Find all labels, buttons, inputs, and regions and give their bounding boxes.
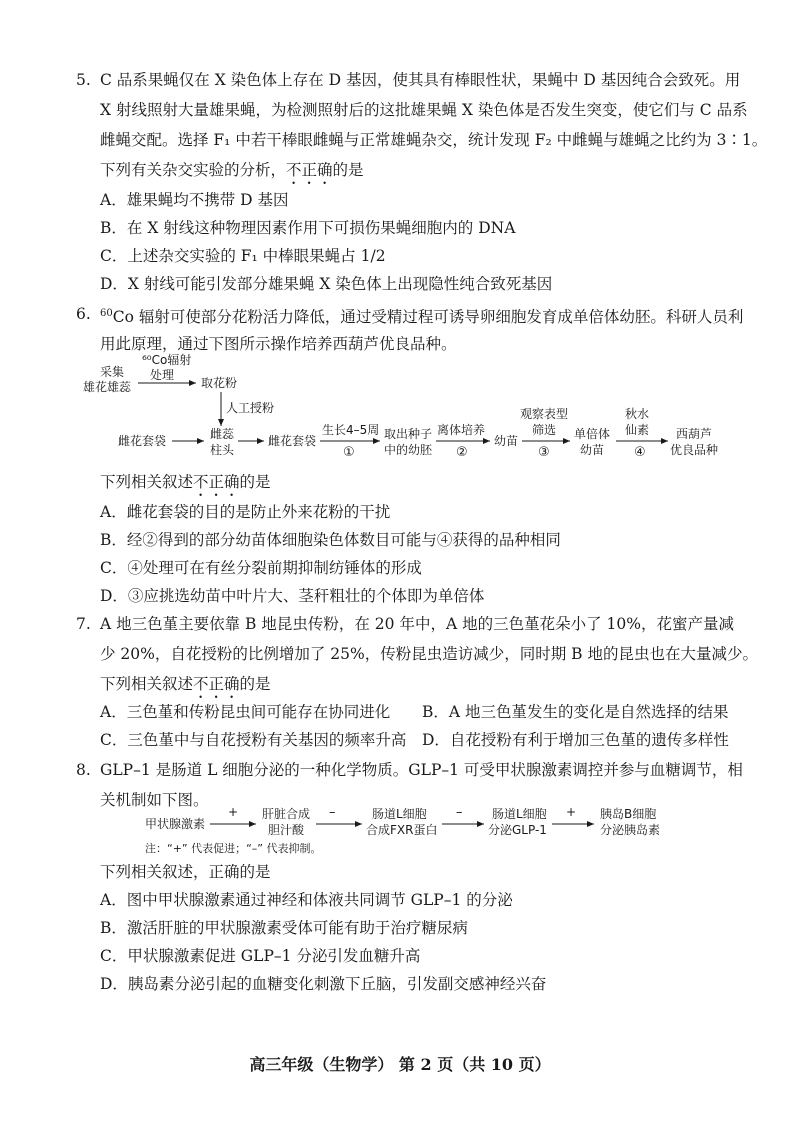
q8-mechanism-diagram bbox=[0, 800, 800, 870]
d6-radiation-2: 处理 bbox=[150, 368, 175, 382]
d8-fxr-1: 肠道L细胞 bbox=[372, 807, 427, 821]
q8-option-c: C．甲状腺激素促进 GLP–1 分泌引发血糖升高 bbox=[100, 947, 421, 965]
q6-option-c: C．④处理可在有丝分裂前期抑制纺锤体的形成 bbox=[100, 559, 422, 577]
d6-female-bag: 雌花套袋 bbox=[118, 434, 167, 448]
d6-step-2: ② bbox=[456, 445, 468, 460]
d6-stigma-1: 雌蕊 bbox=[210, 427, 235, 441]
d6-grow: 生长4–5周 bbox=[322, 423, 380, 437]
d6-step-4: ④ bbox=[634, 445, 646, 460]
q7-option-a: A．三色堇和传粉昆虫间可能存在协同进化 bbox=[100, 703, 391, 721]
d8-glp-1: 肠道L细胞 bbox=[492, 807, 547, 821]
q6-flow-diagram bbox=[0, 350, 800, 470]
q8-line-2: 关机制如下图。 bbox=[100, 791, 209, 809]
q7-number: 7. bbox=[76, 615, 91, 633]
d8-thyroid: 甲状腺激素 bbox=[145, 817, 206, 831]
q6-stem-pre: 下列相关叙述 bbox=[100, 473, 194, 491]
q5-number: 5. bbox=[76, 71, 91, 89]
d6-seed-1: 取出种子 bbox=[384, 427, 433, 441]
d6-seedling: 幼苗 bbox=[494, 434, 519, 448]
q8-line-1: GLP–1 是肠道 L 细胞分泌的一种化学物质。GLP–1 可受甲状腺激素调控并参与血糖调节，相 bbox=[100, 761, 743, 779]
page-footer: 高三年级（生物学） 第 2 页（共 10 页） bbox=[249, 1055, 551, 1074]
d6-result-2: 优良品种 bbox=[670, 443, 719, 457]
d6-female-bag-2: 雌花套袋 bbox=[268, 434, 317, 448]
d6-colchicine-2: 仙素 bbox=[625, 423, 650, 437]
d6-stigma-2: 柱头 bbox=[210, 443, 235, 457]
q6-stem-emphasis: 不正确 bbox=[193, 473, 240, 491]
q6-line-2: 用此原理，通过下图所示操作培养西葫芦优良品种。 bbox=[100, 335, 457, 353]
d8-plus-2: + bbox=[566, 805, 577, 819]
d6-observe-2: 筛选 bbox=[532, 423, 557, 437]
q8-option-d: D．胰岛素分泌引起的血糖变化刺激下丘脑，引发副交感神经兴奋 bbox=[100, 975, 547, 993]
q5-line-1: C 品系果蝇仅在 X 染色体上存在 D 基因，使其具有棒眼性状，果蝇中 D 基因纯合会致死。用 bbox=[100, 71, 741, 89]
q6-number: 6. bbox=[76, 305, 91, 323]
q5-line-2: X 射线照射大量雄果蝇，为检测照射后的这批雄果蝇 X 染色体是否发生突变，使它们与 C 品系 bbox=[100, 101, 748, 119]
q5-stem-post: 的是 bbox=[332, 161, 364, 179]
q6-stem-post: 的是 bbox=[239, 473, 271, 491]
d6-radiation-1: ⁶⁰Co辐射 bbox=[142, 353, 192, 367]
d8-plus-1: + bbox=[228, 805, 239, 819]
q8-option-b: B．激活肝脏的甲状腺激素受体可能有助于治疗糖尿病 bbox=[100, 919, 468, 937]
q7-line-2: 少 20%，自花授粉的比例增加了 25%，传粉昆虫造访减少，同时期 B 地的昆虫也在大量减少。 bbox=[100, 645, 759, 663]
q7-stem-post: 的是 bbox=[239, 675, 271, 693]
d6-culture: 离体培养 bbox=[437, 423, 486, 437]
q8-number: 8. bbox=[76, 761, 91, 779]
q6-stem bbox=[100, 472, 271, 500]
q6-superscript: 60 bbox=[100, 308, 113, 319]
q7-option-b: B．A 地三色堇发生的变化是自然选择的结果 bbox=[422, 703, 729, 721]
d6-colchicine-1: 秋水 bbox=[625, 407, 650, 421]
q5-stem-emphasis: 不正确 bbox=[286, 161, 333, 179]
d6-collect-2: 雄花雄蕊 bbox=[83, 380, 132, 394]
q5-line-3: 雌蝇交配。选择 F₁ 中若干棒眼雌蝇与正常雄蝇杂交，统计发现 F₂ 中雌蝇与雄蝇之比约为 3∶1。 bbox=[100, 131, 768, 149]
q7-line-1: A 地三色堇主要依靠 B 地昆虫传粉，在 20 年中，A 地的三色堇花朵小了 10%，花蜜产量减 bbox=[100, 615, 734, 633]
d8-beta-1: 胰岛B细胞 bbox=[600, 807, 657, 821]
q7-stem bbox=[100, 674, 271, 702]
d6-pollen: 取花粉 bbox=[201, 376, 238, 390]
d6-haploid-1: 单倍体 bbox=[574, 427, 611, 441]
q5-stem bbox=[100, 160, 364, 188]
d8-minus-1: – bbox=[329, 805, 336, 820]
q7-option-c: C．三色堇中与自花授粉有关基因的频率升高 bbox=[100, 731, 407, 749]
d6-haploid-2: 幼苗 bbox=[580, 443, 605, 457]
q7-stem-emphasis: 不正确 bbox=[193, 675, 240, 693]
q8-option-a: A．图中甲状腺激素通过神经和体液共同调节 GLP–1 的分泌 bbox=[100, 891, 513, 909]
q7-option-d: D．自花授粉有利于增加三色堇的遗传多样性 bbox=[422, 731, 729, 749]
d6-collect-1: 采集 bbox=[100, 365, 125, 379]
q7-stem-pre: 下列相关叙述 bbox=[100, 675, 194, 693]
q6-line-1 bbox=[100, 304, 743, 327]
q5-option-d: D．X 射线可能引发部分雄果蝇 X 染色体上出现隐性纯合致死基因 bbox=[100, 275, 553, 293]
d6-seed-2: 中的幼胚 bbox=[384, 443, 433, 457]
q5-stem-pre: 下列有关杂交实验的分析， bbox=[100, 161, 287, 179]
q5-option-b: B．在 X 射线这种物理因素作用下可损伤果蝇细胞内的 DNA bbox=[100, 219, 516, 237]
q5-option-a: A．雄果蝇均不携带 D 基因 bbox=[100, 191, 289, 209]
d6-result-1: 西葫芦 bbox=[676, 427, 713, 441]
q6-option-a: A．雌花套袋的目的是防止外来花粉的干扰 bbox=[100, 503, 391, 521]
q6-line-1-text: Co 辐射可使部分花粉活力降低，通过受精过程可诱导卵细胞发育成单倍体幼胚。科研人员利 bbox=[112, 308, 744, 327]
q6-option-d: D．③应挑选幼苗中叶片大、茎秆粗壮的个体即为单倍体 bbox=[100, 587, 485, 605]
d8-glp-2: 分泌GLP-1 bbox=[488, 823, 547, 837]
d6-pollination: 人工授粉 bbox=[226, 401, 275, 415]
d8-minus-2: – bbox=[456, 805, 463, 820]
d8-fxr-2: 合成FXR蛋白 bbox=[366, 823, 438, 837]
d8-liver-1: 肝脏合成 bbox=[262, 807, 311, 821]
d8-note: 注：“+” 代表促进；“–” 代表抑制。 bbox=[145, 842, 322, 855]
d6-step-3: ③ bbox=[538, 445, 550, 460]
q8-stem: 下列相关叙述，正确的是 bbox=[100, 863, 271, 881]
d6-step-1: ① bbox=[343, 445, 355, 460]
d8-liver-2: 胆汁酸 bbox=[268, 823, 305, 837]
q6-option-b: B．经②得到的部分幼苗体细胞染色体数目可能与④获得的品种相同 bbox=[100, 531, 561, 549]
d6-observe-1: 观察表型 bbox=[520, 407, 569, 421]
q5-option-c: C．上述杂交实验的 F₁ 中棒眼果蝇占 1/2 bbox=[100, 247, 386, 265]
d8-beta-2: 分泌胰岛素 bbox=[600, 823, 661, 837]
